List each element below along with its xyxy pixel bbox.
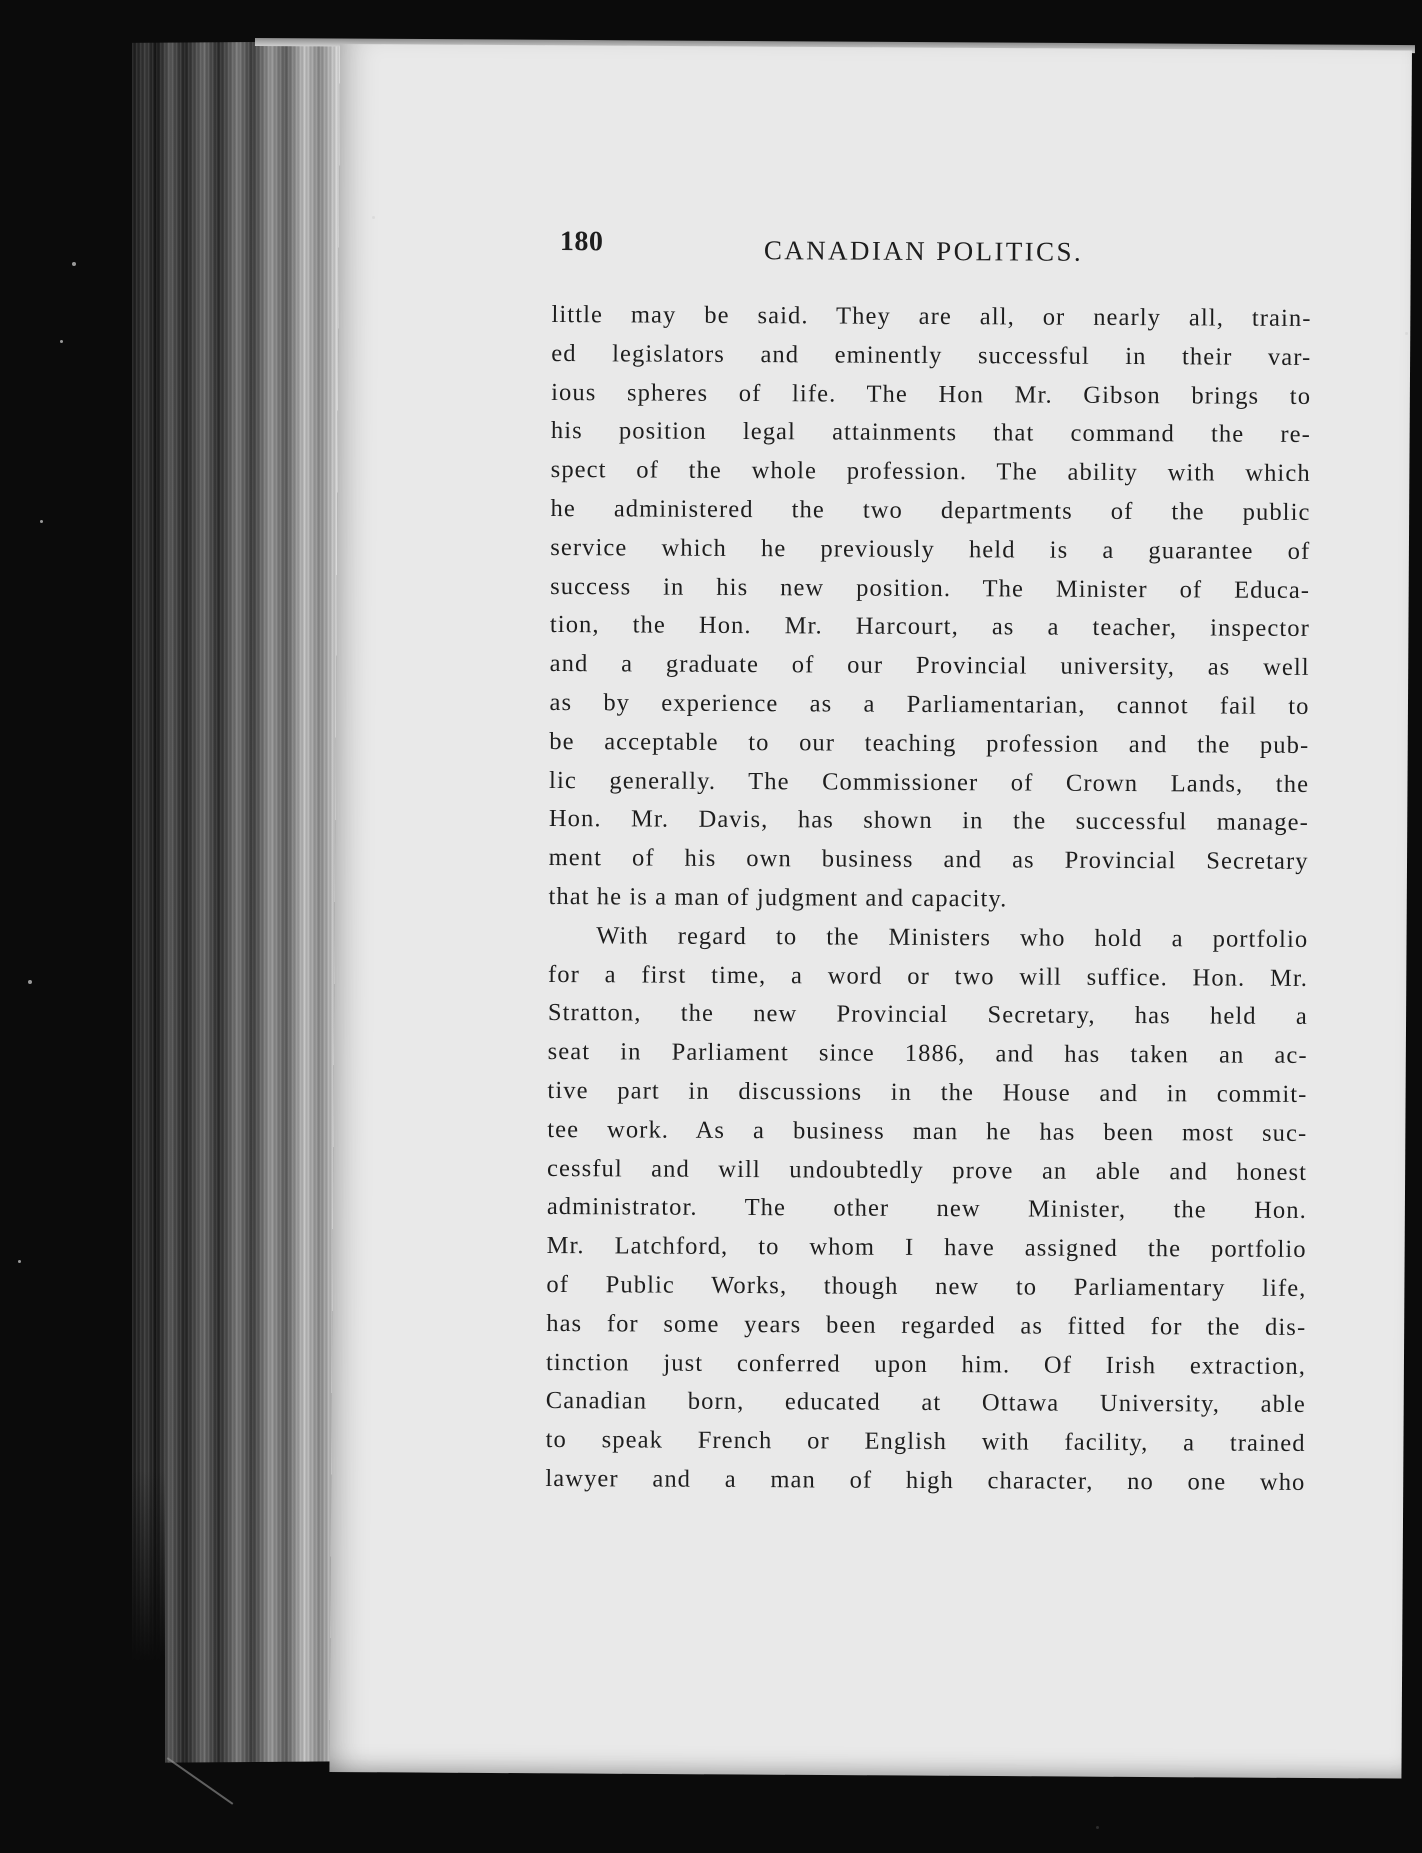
page-text-block — [545, 226, 1312, 1503]
scan-speck — [72, 262, 76, 266]
text-line: Mr. Latchford, to whom I have assigned the portfolio — [546, 1232, 1307, 1264]
running-head-title: CANADIAN POLITICS. — [763, 235, 1084, 267]
text-line: to speak French or English with facility, a trained — [545, 1426, 1306, 1458]
scan-scratch — [167, 1757, 234, 1805]
text-line: spect of the whole profession. The ability with which — [550, 456, 1311, 488]
text-line: lawyer and a man of high character, no one who — [545, 1464, 1306, 1496]
scan-speck — [372, 216, 375, 219]
paragraph-end-line: that he is a man of judgment and capacity. — [548, 882, 1008, 913]
text-line: administrator. The other new Minister, the Hon. — [546, 1193, 1307, 1225]
scan-speck — [18, 1260, 21, 1263]
text-line: Hon. Mr. Davis, has shown in the successful manage- — [548, 805, 1309, 837]
text-line: his position legal attainments that command the re- — [550, 417, 1311, 449]
text-line: ious spheres of life. The Hon Mr. Gibson brings to — [551, 378, 1312, 410]
text-line: for a first time, a word or two will suffice. Hon. Mr. — [548, 960, 1309, 992]
text-line: cessful and will undoubtedly prove an able and honest — [546, 1154, 1308, 1186]
text-line: Stratton, the new Provincial Secretary, has held a — [547, 999, 1308, 1031]
binding-shadow — [95, 1470, 165, 1790]
scan-speck — [1405, 332, 1408, 335]
text-line: success in his new position. The Minister of Educa- — [550, 572, 1311, 604]
text-line: seat in Parliament since 1886, and has taken an ac- — [547, 1038, 1308, 1070]
scan-speck — [28, 980, 32, 984]
text-line: of Public Works, though new to Parliamentary life, — [546, 1270, 1307, 1302]
scan-speck — [1096, 1826, 1099, 1829]
paragraph-start-line: With regard to the Ministers who hold a portfolio — [596, 921, 1309, 953]
scan-speck — [40, 520, 43, 523]
text-line: lic generally. The Commissioner of Crown Lands, the — [549, 766, 1310, 798]
page-number: 180 — [559, 226, 604, 258]
text-line: as by experience as a Parliamentarian, cannot fail to — [549, 688, 1310, 720]
text-line: little may be said. They are all, or nearly all, train- — [551, 300, 1312, 332]
text-line: be acceptable to our teaching profession and the pub- — [549, 727, 1310, 759]
text-line: tion, the Hon. Mr. Harcourt, as a teacher, inspector — [549, 611, 1310, 643]
text-line: and a graduate of our Provincial university, as well — [549, 650, 1310, 682]
text-line: has for some years been regarded as fitted for the dis- — [546, 1309, 1307, 1341]
text-line: he administered the two departments of the public — [550, 494, 1311, 526]
text-line: tee work. As a business man he has been most suc- — [547, 1115, 1308, 1147]
scan-speck — [60, 340, 63, 343]
text-line: tinction just conferred upon him. Of Irish extraction, — [545, 1348, 1307, 1380]
text-line: ment of his own business and as Provincial Secretary — [548, 844, 1309, 876]
text-line: tive part in discussions in the House and in commit- — [547, 1076, 1308, 1108]
running-head — [552, 226, 1312, 280]
text-line: Canadian born, educated at Ottawa University, able — [545, 1387, 1306, 1419]
text-line: service which he previously held is a guarantee of — [550, 533, 1311, 565]
text-line: ed legislators and eminently successful in their var- — [551, 339, 1312, 371]
